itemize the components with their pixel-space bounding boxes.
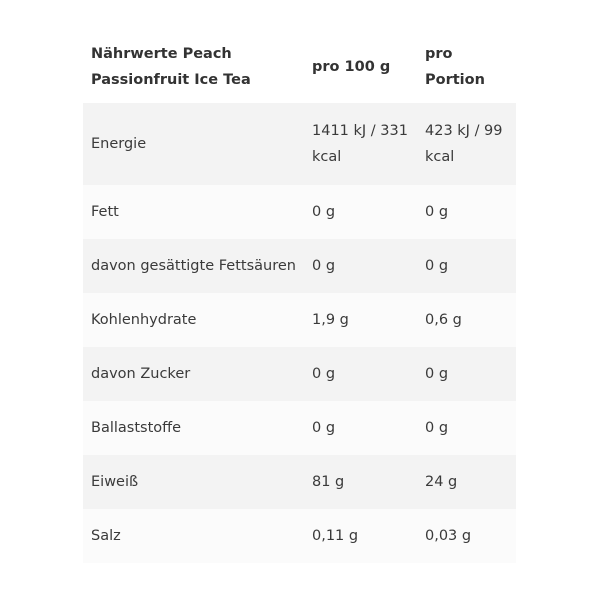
cell-per-100g: 0 g — [304, 347, 417, 401]
table-row-fett — [83, 185, 516, 239]
cell-per-portion: 423 kJ / 99 kcal — [417, 103, 516, 185]
table-body — [83, 103, 516, 563]
cell-per-100g: 0 g — [304, 239, 417, 293]
cell-per-portion: 0,03 g — [417, 509, 516, 563]
table-header — [83, 30, 516, 103]
header-row — [83, 30, 516, 103]
cell-per-portion: 0 g — [417, 347, 516, 401]
table-row-gesaettigte-fettsaeuren — [83, 239, 516, 293]
header-nutrient: Nährwerte Peach Passionfruit Ice Tea — [91, 45, 251, 88]
nutrition-table-container — [83, 30, 516, 563]
cell-nutrient: Energie — [83, 103, 304, 185]
cell-per-100g: 0,11 g — [304, 509, 417, 563]
cell-nutrient: davon Zucker — [83, 347, 304, 401]
header-per-portion: pro Portion — [425, 45, 485, 88]
cell-per-100g: 1411 kJ / 331 kcal — [304, 103, 417, 185]
cell-nutrient: Fett — [83, 185, 304, 239]
cell-nutrient: davon gesättigte Fettsäuren — [83, 239, 304, 293]
cell-nutrient: Eiweiß — [83, 455, 304, 509]
cell-nutrient: Kohlenhydrate — [83, 293, 304, 347]
table-row-zucker — [83, 347, 516, 401]
table-row-ballaststoffe — [83, 401, 516, 455]
header-per-100g: pro 100 g — [312, 58, 391, 75]
cell-per-100g: 0 g — [304, 401, 417, 455]
cell-per-portion: 24 g — [417, 455, 516, 509]
cell-per-portion: 0 g — [417, 185, 516, 239]
nutrition-table — [83, 30, 516, 563]
cell-per-100g: 1,9 g — [304, 293, 417, 347]
table-row-salz — [83, 509, 516, 563]
table-row-energie — [83, 103, 516, 185]
table-row-kohlenhydrate — [83, 293, 516, 347]
cell-per-100g: 0 g — [304, 185, 417, 239]
cell-per-100g: 81 g — [304, 455, 417, 509]
cell-nutrient: Ballaststoffe — [83, 401, 304, 455]
cell-per-portion: 0 g — [417, 401, 516, 455]
table-row-eiweiss — [83, 455, 516, 509]
cell-per-portion: 0 g — [417, 239, 516, 293]
cell-nutrient: Salz — [83, 509, 304, 563]
cell-per-portion: 0,6 g — [417, 293, 516, 347]
